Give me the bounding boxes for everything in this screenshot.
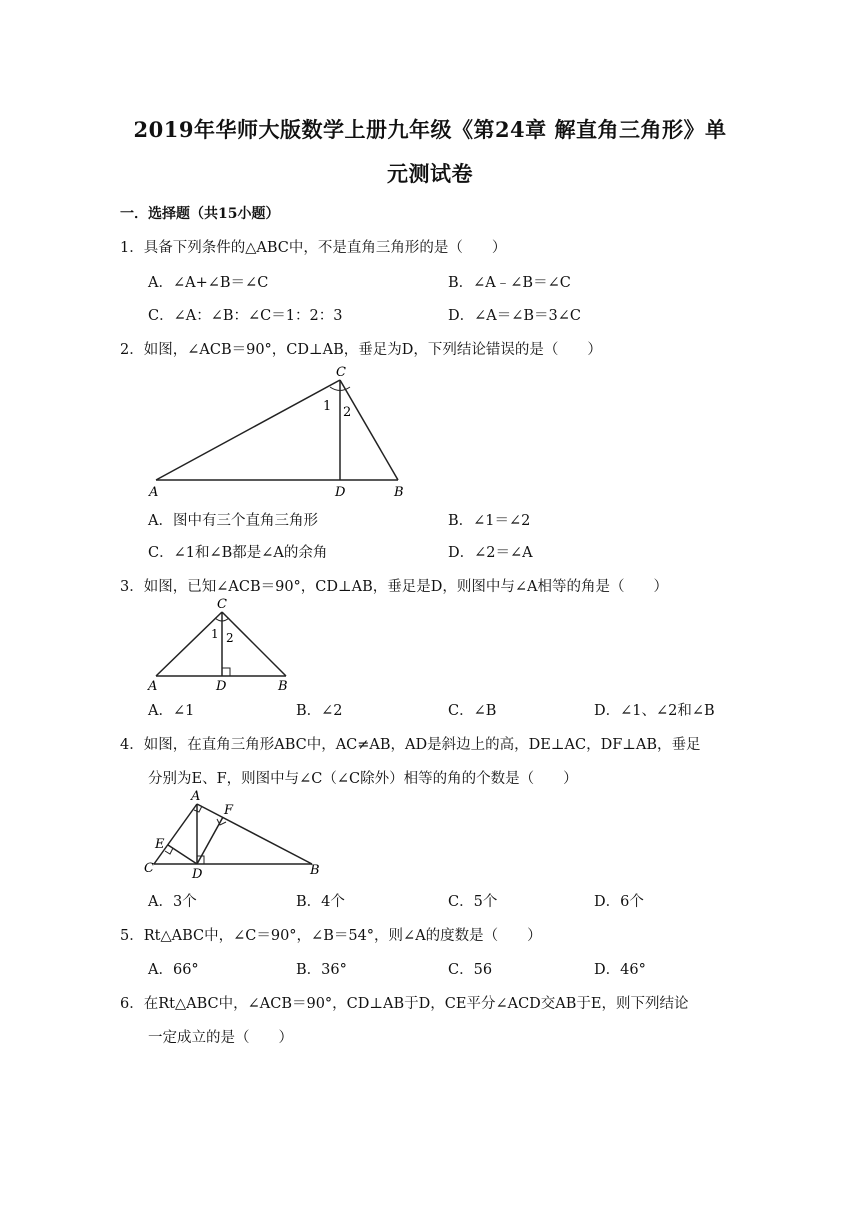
q2-option-b: B．∠1＝∠2 <box>448 513 531 529</box>
q3-option-b: B．∠2 <box>296 703 343 719</box>
section-heading: 一．选择题（共15小题） <box>120 206 280 222</box>
q4-label-a: A <box>191 789 201 804</box>
q5-option-a: A．66° <box>148 962 199 978</box>
q3-option-c: C．∠B <box>448 703 497 719</box>
question-6-stem: 6．在Rt△ABC中，∠ACB＝90°，CD⊥AB于D，CE平分∠ACD交AB于E，则下列结论 <box>120 996 689 1012</box>
q4-label-c: C <box>144 861 154 876</box>
q4-label-b: B <box>310 863 320 878</box>
q4-label-f: F <box>224 803 234 818</box>
q2-label-c: C <box>336 365 346 380</box>
q3-option-a: A．∠1 <box>148 703 195 719</box>
q4-option-d: D．6个 <box>594 894 644 910</box>
q5-option-d: D．46° <box>594 962 646 978</box>
question-4-stem: 4．如图，在直角三角形ABC中，AC≠AB，AD是斜边上的高，DE⊥AC，DF⊥AB，垂足 <box>120 737 701 753</box>
q5-option-b: B．36° <box>296 962 347 978</box>
q4-option-c: C．5个 <box>448 894 498 910</box>
document-title-line-1: 2019年华师大版数学上册九年级《第24章 解直角三角形》单 <box>133 117 727 142</box>
q2-option-a: A．图中有三个直角三角形 <box>148 513 318 529</box>
q3-figure <box>140 594 300 694</box>
q4-label-e: E <box>155 837 165 852</box>
q1-option-b: B．∠A﹣∠B＝∠C <box>448 275 571 291</box>
q2-label-a: A <box>149 485 159 500</box>
q3-label-d: D <box>216 679 227 694</box>
q4-option-a: A．3个 <box>148 894 197 910</box>
question-5-stem: 5．Rt△ABC中，∠C＝90°，∠B＝54°，则∠A的度数是（ ） <box>120 928 542 944</box>
q4-label-d: D <box>192 867 203 882</box>
q2-figure <box>140 360 420 505</box>
q2-label-b: B <box>394 485 404 500</box>
q4-option-b: B．4个 <box>296 894 345 910</box>
q1-option-c: C．∠A：∠B：∠C＝1：2：3 <box>148 308 343 324</box>
q2-option-d: D．∠2＝∠A <box>448 545 533 561</box>
question-1-stem: 1．具备下列条件的△ABC中，不是直角三角形的是（ ） <box>120 240 507 256</box>
document-title-line-2: 元测试卷 <box>387 161 473 186</box>
question-2-stem: 2．如图，∠ACB＝90°，CD⊥AB，垂足为D，下列结论错误的是（ ） <box>120 342 602 358</box>
q2-label-d: D <box>335 485 346 500</box>
q3-label-1: 1 <box>211 627 219 641</box>
q3-label-c: C <box>217 597 227 612</box>
q3-label-2: 2 <box>226 631 234 645</box>
q2-label-2: 2 <box>343 405 352 420</box>
q1-option-d: D．∠A＝∠B＝3∠C <box>448 308 582 324</box>
q1-option-a: A．∠A+∠B＝∠C <box>148 275 269 291</box>
q2-label-1: 1 <box>323 399 332 414</box>
q2-option-c: C．∠1和∠B都是∠A的余角 <box>148 545 328 561</box>
question-3-stem: 3．如图，已知∠ACB＝90°，CD⊥AB，垂足是D，则图中与∠A相等的角是（ ） <box>120 579 669 595</box>
q3-label-a: A <box>148 679 158 694</box>
q3-option-d: D．∠1、∠2和∠B <box>594 703 715 719</box>
q5-option-c: C．56 <box>448 962 493 978</box>
question-6-stem-continued: 一定成立的是（ ） <box>148 1030 293 1046</box>
q4-figure <box>140 788 330 884</box>
q3-label-b: B <box>278 679 288 694</box>
question-4-stem-continued: 分别为E、F，则图中与∠C（∠C除外）相等的角的个数是（ ） <box>148 771 578 787</box>
